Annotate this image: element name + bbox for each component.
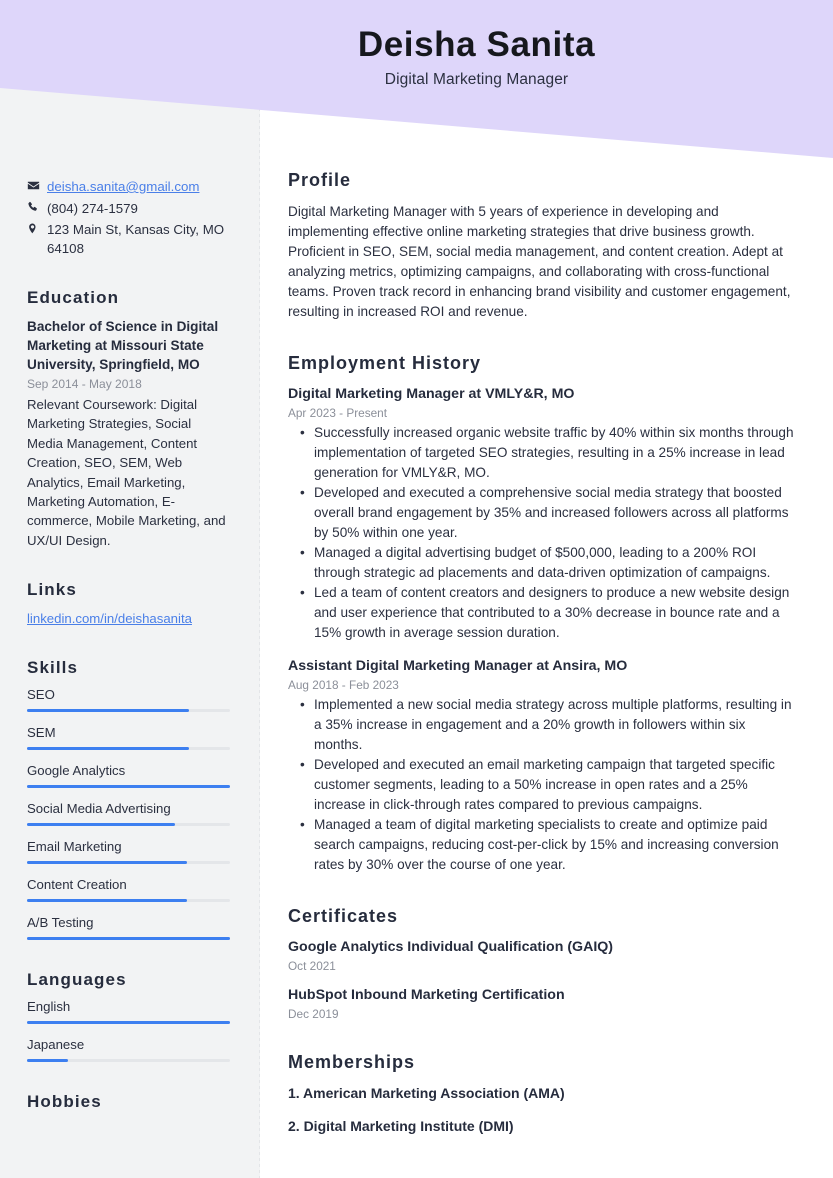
education-heading: Education — [27, 288, 120, 307]
contact-value: 123 Main St, Kansas City, MO 64108 — [47, 222, 225, 256]
profile-heading: Profile — [288, 170, 352, 190]
envelope-icon — [27, 178, 47, 192]
candidate-name: Deisha Sanita — [357, 25, 596, 64]
language-bar-fill — [27, 1021, 230, 1024]
job-date: Aug 2018 - Feb 2023 — [288, 678, 399, 692]
skill-bar-track — [27, 937, 230, 940]
skill-label: SEM — [27, 725, 56, 741]
job-bullet-list — [288, 423, 797, 643]
skill-bar-track — [27, 861, 230, 864]
contact-email-link[interactable]: deisha.sanita@gmail.com — [47, 179, 200, 194]
links-heading: Links — [27, 580, 77, 600]
skill-bar-fill — [27, 899, 187, 902]
skill — [27, 687, 230, 712]
language-bar-track — [27, 1059, 230, 1062]
job-bullet-list — [288, 695, 797, 875]
job-entry — [288, 657, 797, 875]
skills-heading: Skills — [27, 658, 79, 678]
sidebar — [0, 0, 260, 1121]
language-label: English — [27, 999, 71, 1015]
skill-label: Social Media Advertising — [27, 801, 171, 817]
contact-item — [27, 200, 230, 219]
skill-bar-fill — [27, 823, 175, 826]
certificates-heading: Certificates — [288, 906, 399, 926]
job-bullet: • Implemented a new social media strategy across multiple platforms, resulting in a 35% increase in engagement and a 20% growth in followers within six months. — [288, 695, 797, 755]
skill-label: A/B Testing — [27, 915, 94, 931]
education-date: Sep 2014 - May 2018 — [27, 377, 142, 391]
certificate-date: Oct 2021 — [288, 959, 336, 973]
main-content — [260, 0, 833, 1150]
skill-bar-track — [27, 823, 230, 826]
candidate-job-title: Digital Marketing Manager — [384, 71, 569, 88]
language-bar-track — [27, 1021, 230, 1024]
job-bullet: • Led a team of content creators and designers to produce a new website design and user experience that contributed to a 30% decrease in bounce rate and a 15% growth in average session duration. — [288, 583, 797, 643]
skill — [27, 915, 230, 940]
job-bullet: • Developed and executed a comprehensive social media strategy that boosted overall brand engagement by 35% and increased followers across all platforms by 50% within one year. — [288, 483, 797, 543]
job-bullet: • Developed and executed an email marketing campaign that targeted specific customer segments, leading to a 50% increase in open rates and a 25% increase in click-through rates compared to previous campaigns. — [288, 755, 797, 815]
skill-label: SEO — [27, 687, 55, 703]
language — [27, 999, 230, 1024]
education-description: Relevant Coursework: Digital Marketing Strategies, Social Media Management, Content Creation, SEO, SEM, Web Analytics, Email Marketing, Marketing Automation, E-commerce, Mobile Marketing, and UX/UI Design. — [27, 397, 226, 548]
skill — [27, 877, 230, 902]
skill-bar-track — [27, 709, 230, 712]
certificate-title: HubSpot Inbound Marketing Certification — [288, 987, 565, 1003]
skill-bar-fill — [27, 747, 189, 750]
job-bullet: • Managed a digital advertising budget of $500,000, leading to a 200% ROI through strategic ad placements and data-driven optimization of campaigns. — [288, 543, 797, 583]
skill-bar-fill — [27, 709, 189, 712]
job-title: Digital Marketing Manager at VMLY&R, MO — [288, 386, 575, 402]
location-pin-icon — [27, 221, 47, 235]
skill-bar-fill — [27, 861, 187, 864]
contact-item[interactable] — [27, 178, 230, 197]
language-bar-fill — [27, 1059, 68, 1062]
hobbies-heading: Hobbies — [27, 1092, 102, 1112]
job-entry — [288, 385, 797, 643]
certificates-list — [288, 938, 797, 1021]
skill — [27, 725, 230, 750]
skill — [27, 763, 230, 788]
contact-value: (804) 274-1579 — [47, 200, 138, 216]
education-degree: Bachelor of Science in Digital Marketing at Missouri State University, Springfield, MO — [27, 319, 219, 372]
language-label: Japanese — [27, 1037, 85, 1053]
skill-bar-fill — [27, 937, 230, 940]
skill-label: Content Creation — [27, 877, 127, 893]
profile-text: Digital Marketing Manager with 5 years of experience in developing and implementing effective online marketing strategies that drive business growth. Proficient in SEO, SEM, social media management, and content creation. Adept at analyzing metrics, optimizing campaigns, and collaborating with cross-functional teams. Proven track record in enhancing brand visibility and customer engagement, resulting in increased ROI and revenue. — [288, 204, 791, 319]
membership-item: 2. Digital Marketing Institute (DMI) — [288, 1118, 514, 1134]
membership-item: 1. American Marketing Association (AMA) — [288, 1085, 565, 1101]
skills-list — [27, 687, 230, 940]
skill-bar-track — [27, 899, 230, 902]
link-item[interactable]: linkedin.com/in/deishasanita — [27, 611, 192, 627]
certificate-entry — [288, 986, 797, 1021]
job-title: Assistant Digital Marketing Manager at Ansira, MO — [288, 658, 628, 674]
language — [27, 1037, 230, 1062]
skill-bar-track — [27, 785, 230, 788]
links-list — [27, 609, 230, 628]
contact-item — [27, 221, 230, 258]
memberships-list — [288, 1084, 797, 1136]
skill — [27, 801, 230, 826]
job-bullet: • Managed a team of digital marketing specialists to create and optimize paid search campaigns, reducing cost-per-click by 15% and increasing conversion rates by 30% over the course of one year. — [288, 815, 797, 875]
contact-list — [27, 178, 230, 258]
job-bullet: • Successfully increased organic website traffic by 40% within six months through implementation of targeted SEO strategies, resulting in a 25% increase in lead generation for VMLY&R, MO. — [288, 423, 797, 483]
skill — [27, 839, 230, 864]
languages-list — [27, 999, 230, 1062]
languages-heading: Languages — [27, 970, 127, 990]
memberships-heading: Memberships — [288, 1052, 416, 1072]
skill-bar-fill — [27, 785, 230, 788]
skill-label: Email Marketing — [27, 839, 122, 855]
skill-label: Google Analytics — [27, 763, 126, 779]
employment-list — [288, 385, 797, 875]
phone-icon — [27, 200, 47, 213]
job-date: Apr 2023 - Present — [288, 406, 388, 420]
employment-heading: Employment History — [288, 353, 482, 373]
certificate-title: Google Analytics Individual Qualification (GAIQ) — [288, 939, 614, 955]
certificate-date: Dec 2019 — [288, 1007, 339, 1021]
skill-bar-track — [27, 747, 230, 750]
certificate-entry — [288, 938, 797, 973]
